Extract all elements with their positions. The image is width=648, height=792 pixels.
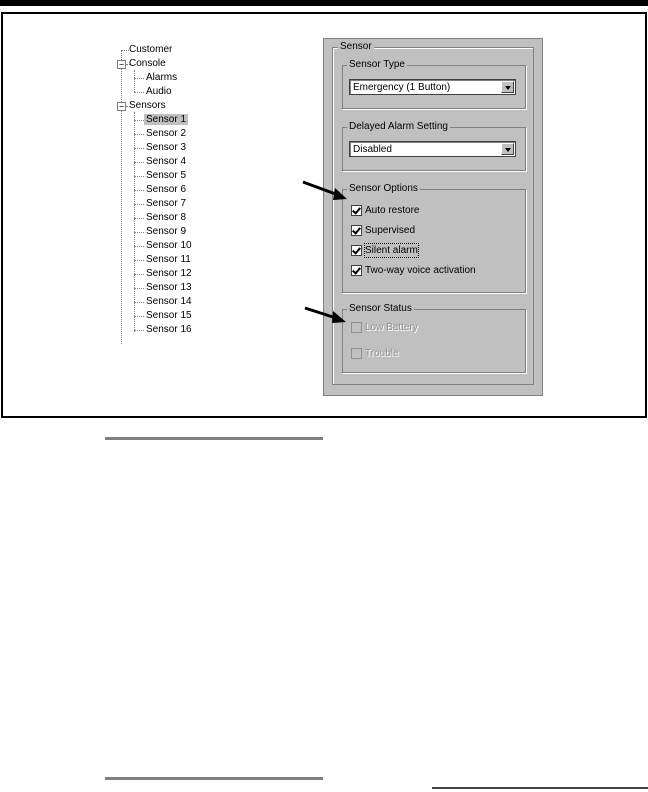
tree-item-sensor-1[interactable]: Sensor 1 [146,114,187,125]
top-rule [0,0,648,6]
delayed-alarm-label: Delayed Alarm Setting [349,121,448,132]
tree-item-sensor-2[interactable]: Sensor 2 [146,128,187,139]
tree-root-line [121,50,122,344]
screenshot-frame [1,12,647,418]
checkbox-box[interactable] [351,348,362,359]
sensor-status-label: Sensor Status [349,303,412,314]
tree-item-sensor-15[interactable]: Sensor 15 [146,310,192,321]
tree-item-sensor-3[interactable]: Sensor 3 [146,142,187,153]
tree-item-sensor-11[interactable]: Sensor 11 [146,254,191,265]
console-collapse-icon[interactable]: − [117,60,126,69]
tree-item-sensor-14[interactable]: Sensor 14 [146,296,192,307]
tree-item-sensor-4[interactable]: Sensor 4 [146,156,187,167]
delayed-alarm-select[interactable]: Disabled [349,141,516,157]
tree-item-sensors[interactable]: Sensors [129,100,166,111]
footer-rule [432,787,648,789]
tree-item-sensor-5[interactable]: Sensor 5 [146,170,187,181]
tree-item-sensor-8[interactable]: Sensor 8 [146,212,187,223]
sensors-collapse-icon[interactable]: − [117,102,126,111]
tree-item-console[interactable]: Console [129,58,166,69]
sensor-options-label: Sensor Options [349,183,418,194]
checkbox-box[interactable] [351,265,362,276]
arrow-icon [301,180,351,204]
tree-item-audio[interactable]: Audio [146,86,172,97]
sensor-panel: Sensor Sensor Type Emergency (1 Button) Delayed Alarm Setting Disabled Sensor Options Auto restore Supervised Silent alarm Two-way voice activation Sensor Status Low Battery Trouble [323,38,543,396]
tree-item-sensor-12[interactable]: Sensor 12 [146,268,192,279]
section-rule-bottom [105,777,323,780]
tree-console-line [134,70,135,92]
sensor-panel-title: Sensor [340,41,372,52]
sensor-type-label: Sensor Type [349,59,405,70]
tree-item-customer[interactable]: Customer [129,44,173,55]
checkbox-box[interactable] [351,322,362,333]
tree-item-sensor-9[interactable]: Sensor 9 [146,226,187,237]
checkbox-box[interactable] [351,225,362,236]
checkbox-box[interactable] [351,205,362,216]
tree-view[interactable] [3,14,323,416]
tree-item-sensor-13[interactable]: Sensor 13 [146,282,192,293]
chevron-down-icon[interactable] [501,143,514,155]
tree-item-alarms[interactable]: Alarms [146,72,178,83]
sensor-status-group [342,309,526,373]
checkbox-box[interactable] [351,245,362,256]
tree-item-sensor-16[interactable]: Sensor 16 [146,324,192,335]
tree-item-sensor-10[interactable]: Sensor 10 [146,240,192,251]
tree-item-sensor-6[interactable]: Sensor 6 [146,184,187,195]
sensor-type-select[interactable]: Emergency (1 Button) [349,79,516,95]
arrow-icon [303,306,349,328]
section-rule-top [105,437,323,440]
tree-sensors-line [134,112,135,332]
tree-item-sensor-7[interactable]: Sensor 7 [146,198,187,209]
chevron-down-icon[interactable] [501,81,514,93]
